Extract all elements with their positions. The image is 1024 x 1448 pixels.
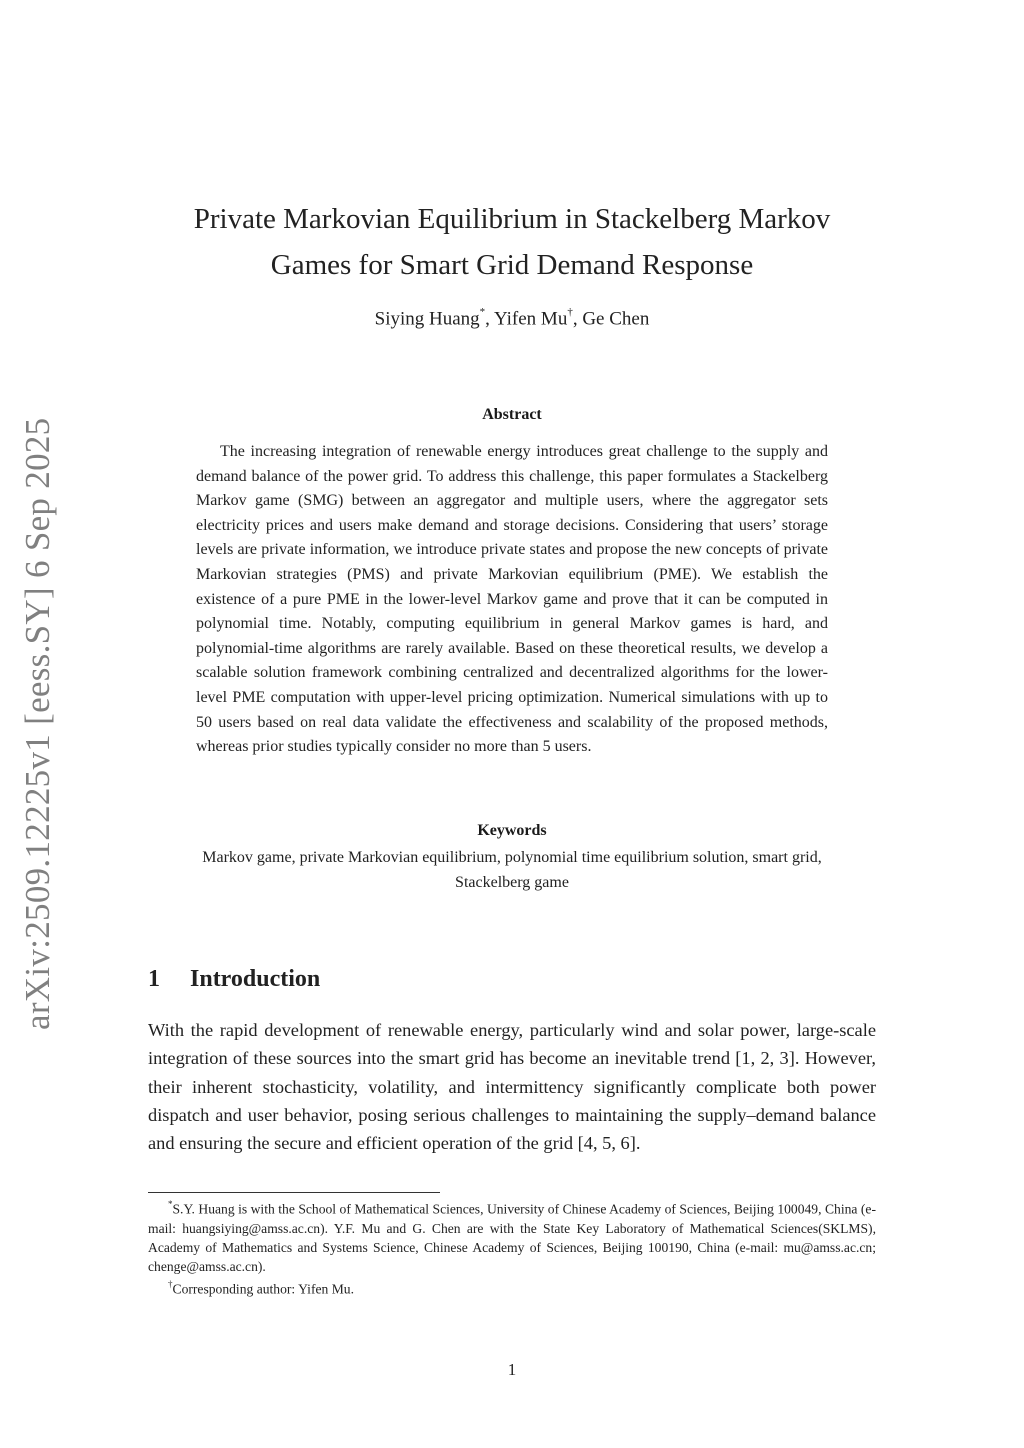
footnote-mark: * (168, 1199, 173, 1209)
footnote-text: Corresponding author: Yifen Mu. (172, 1281, 354, 1297)
paper-title: Private Markovian Equilibrium in Stackelberg Markov Games for Smart Grid Demand Response (193, 203, 831, 281)
abstract-heading: Abstract (482, 406, 542, 423)
section-number: 1 (148, 966, 160, 992)
footnote-mark: † (168, 1279, 173, 1290)
footnotes (148, 1196, 876, 1299)
introduction-paragraph: With the rapid development of renewable energy, particularly wind and solar power, large-scale integration of these sources into the smart grid has become an inevitable trend [1, 2, 3]. However, their inherent stochasticity, volatility, and intermittency significantly complicate both power dispatch and user behavior, posing serious challenges to maintaining the supply–demand balance and ensuring the secure and efficient operation of the grid [4, 5, 6]. (148, 1020, 876, 1154)
footnote-text: S.Y. Huang is with the School of Mathematical Sciences, University of Chinese Academy of Sciences, Beijing 100049, China (e-mail: huangsiying@amss.ac.cn). Y.F. Mu and G. Chen are with the State Key Laboratory of Mathematical Sciences(SKLMS), Academy of Mathematics and Systems Science, Chinese Academy of Sciences, Beijing 100190, China (e-mail: mu@amss.ac.cn; chenge@amss.ac.cn). (148, 1201, 876, 1275)
author-name: Yifen Mu (493, 308, 568, 330)
keywords-text: Markov game, private Markovian equilibrium, polynomial time equilibrium solution, smart grid, Stackelberg game (202, 849, 822, 891)
page-number: 1 (507, 1360, 517, 1379)
author-footnote-mark[interactable]: * (479, 306, 486, 318)
author-name: Siying Huang (374, 308, 480, 330)
author-list: Siying Huang*, Yifen Mu†, Ge Chen (374, 306, 650, 330)
author-name: Ge Chen (582, 308, 650, 330)
footnote-divider (148, 1192, 440, 1193)
author-footnote-mark[interactable]: † (567, 306, 573, 318)
abstract-text: The increasing integration of renewable energy introduces great challenge to the supply and demand balance of the power grid. To address this challenge, this paper formulates a Stackelberg Markov game (SMG) between an aggregator and multiple users, where the aggregator sets electricity prices and users make demand and storage decisions. Considering that users’ storage levels are private information, we introduce private states and propose the new concepts of private Markovian strategies (PMS) and private Markovian equilibrium (PME). We establish the existence of a pure PME in the lower-level Markov game and prove that it can be computed in polynomial time. Notably, computing equilibrium in general Markov games is hard, and polynomial-time algorithms are rarely available. Based on these theoretical results, we develop a scalable solution framework combining centralized and decentralized algorithms for the lower-level PME computation with upper-level pricing optimization. Numerical simulations with up to 50 users based on real data validate the effectiveness and scalability of the proposed methods, whereas prior studies typically consider no more than 5 users. (196, 443, 828, 756)
arxiv-identifier-stamp: arXiv:2509.12225v1 [eess.SY] 6 Sep 2025 (18, 417, 57, 1030)
section-heading (148, 966, 748, 993)
keywords-heading: Keywords (477, 822, 547, 839)
section-title: Introduction (190, 966, 321, 992)
footnote-item (148, 1196, 876, 1276)
footnote-item (148, 1276, 876, 1299)
